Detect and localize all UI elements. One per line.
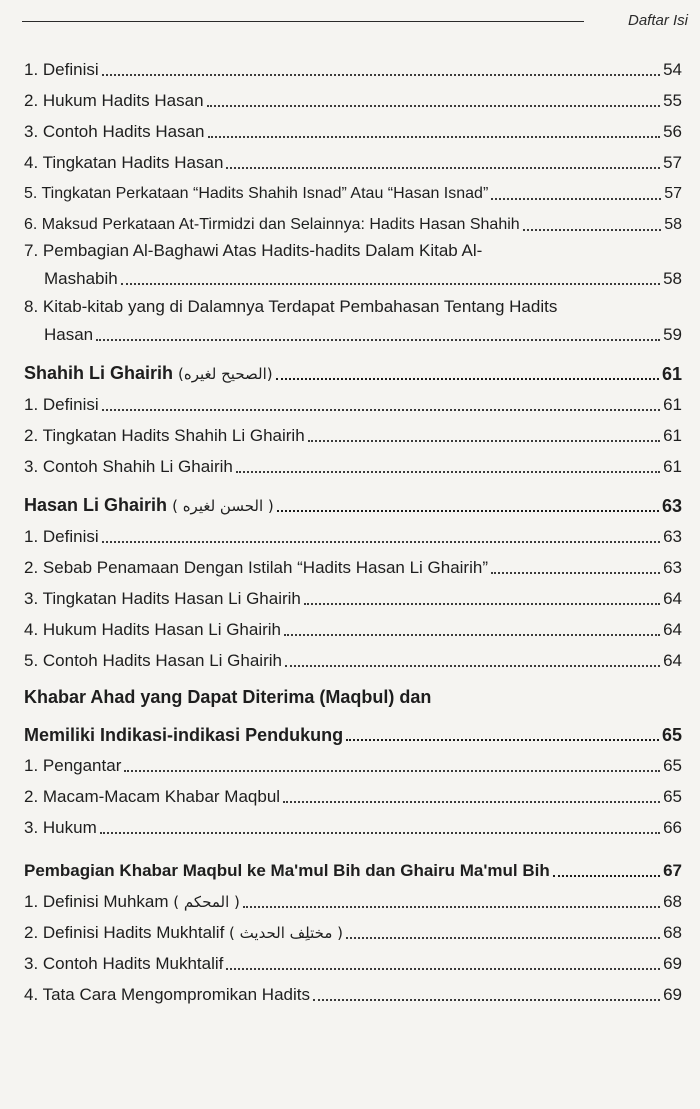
toc-entry-page: 68 [663,892,682,911]
toc-entry-page: 58 [664,216,682,233]
section-heading-page: 61 [661,364,682,384]
toc-entry [24,548,682,579]
section-heading-page: 65 [661,725,682,745]
toc-entry-arabic: ( المحكم ) [173,893,240,911]
toc-entry-arabic: ( مختلِف الحديث ) [229,924,343,942]
dot-leader [491,198,661,200]
toc-entry [24,174,682,205]
toc-entry [24,579,682,610]
toc-entry-page: 64 [663,651,682,670]
dot-leader [304,603,660,605]
dot-leader [102,409,660,411]
toc-entry-title: 2. Sebab Penamaan Dengan Istilah “Hadits Hasan Li Ghairih” [24,558,488,577]
toc-entry-page: 63 [663,527,682,546]
dot-leader [276,378,659,380]
toc-entry-page: 68 [663,923,682,942]
section-heading-text: Hasan Li Ghairih [24,495,168,515]
dot-leader [553,875,660,877]
section-heading-arabic: (الصحيح لغيره) [178,365,273,383]
toc-entry-multiline [24,240,682,290]
dot-leader [207,105,661,107]
dot-leader [285,665,660,667]
toc-entry-title: 3. Tingkatan Hadits Hasan Li Ghairih [24,589,301,608]
toc-entry-line2 [24,262,682,290]
toc-entry-title: 4. Tata Cara Mengompromikan Hadits [24,985,310,1004]
dot-leader [283,801,660,803]
section-gap [24,346,682,354]
dot-leader [121,283,660,285]
section-heading-arabic: ( الحسن لغيره ) [172,497,274,515]
section-heading-text: Shahih Li Ghairih [24,363,174,383]
toc-entry-title: 3. Contoh Hadits Mukhtalif [24,954,224,973]
toc-entry [24,517,682,548]
dot-leader [243,906,660,908]
toc-entry [24,641,682,672]
toc-entry [24,746,682,777]
toc-entry-line2 [24,318,682,346]
toc-entry-title: 2. Hukum Hadits Hasan [24,91,204,110]
toc-entry-page: 65 [663,756,682,775]
dot-leader [96,339,660,341]
toc-entry [24,777,682,808]
section-heading-multiline [24,686,682,746]
dot-leader [313,999,660,1001]
toc-entry-title: 2. Tingkatan Hadits Shahih Li Ghairih [24,426,305,445]
section-heading-line2: Memiliki Indikasi-indikasi Pendukung [24,725,344,745]
dot-leader [236,471,660,473]
toc-entry-page: 66 [663,818,682,837]
dot-leader [277,510,659,512]
toc-entry-title-line2: Hasan [44,325,94,344]
dot-leader [102,74,660,76]
section-heading-title [24,362,273,385]
section-heading [24,354,682,385]
toc-entry [24,913,682,944]
toc-entry-title [24,891,240,913]
toc-entry-title: 1. Definisi [24,527,99,546]
dot-leader [226,968,660,970]
toc-entry-title [24,922,343,944]
dot-leader [102,541,660,543]
toc-entry-title: 5. Contoh Hadits Hasan Li Ghairih [24,651,282,670]
toc-entry-multiline [24,296,682,346]
toc-entry [24,50,682,81]
toc-entry-title: 1. Definisi [24,395,99,414]
section-heading-line1: Khabar Ahad yang Dapat Diterima (Maqbul) dan [24,687,432,707]
toc-entry [24,447,682,478]
toc-entry [24,944,682,975]
page-header [22,6,688,36]
dot-leader [124,770,660,772]
toc-entry [24,610,682,641]
toc-entry-page: 61 [663,426,682,445]
toc-entry [24,143,682,174]
dot-leader [226,167,660,169]
toc-entry-page: 54 [663,60,682,79]
toc-entry-page: 55 [663,91,682,110]
section-heading [24,486,682,517]
toc-entry-page: 65 [663,787,682,806]
toc-entry-title: 4. Hukum Hadits Hasan Li Ghairih [24,620,282,639]
toc-entry-page: 61 [663,395,682,414]
table-of-contents [24,50,682,1006]
section-heading-title: Pembagian Khabar Maqbul ke Ma'mul Bih dan Ghairu Ma'mul Bih [24,861,550,880]
toc-entry-page: 57 [664,185,682,202]
toc-entry-title: 1. Definisi [24,60,99,79]
toc-entry-title-line2: Mashabih [44,269,118,288]
toc-entry-title: 6. Maksud Perkataan At-Tirmidzi dan Selainnya: Hadits Hasan Shahih [24,216,520,233]
section-heading-line2-row [24,716,682,746]
toc-entry-page: 59 [663,325,682,344]
section-gap [24,839,682,851]
section-heading [24,851,682,882]
toc-entry [24,416,682,447]
toc-entry-page: 69 [663,954,682,973]
toc-entry-page: 57 [663,153,682,172]
section-heading-page: 63 [661,496,682,516]
toc-entry-title: 3. Contoh Shahih Li Ghairih [24,457,233,476]
toc-entry-page: 56 [663,122,682,141]
running-head: Daftar Isi [627,12,688,29]
dot-leader [523,229,662,231]
toc-entry [24,112,682,143]
toc-entry [24,808,682,839]
toc-entry-page: 64 [663,620,682,639]
section-gap [24,672,682,686]
dot-leader [100,832,660,834]
toc-entry [24,81,682,112]
toc-entry-page: 58 [663,269,682,288]
section-heading-page: 67 [663,861,682,880]
dot-leader [308,440,660,442]
toc-entry-title: 1. Pengantar [24,756,122,775]
dot-leader [346,937,660,939]
dot-leader [208,136,661,138]
toc-entry-text: 2. Definisi Hadits Mukhtalif [24,923,225,942]
dot-leader [284,634,660,636]
toc-entry-page: 61 [663,457,682,476]
toc-entry-title-line1: 7. Pembagian Al-Baghawi Atas Hadits-hadits Dalam Kitab Al- [24,241,483,260]
toc-entry [24,205,682,236]
toc-entry-title: 2. Macam-Macam Khabar Maqbul [24,787,281,806]
section-gap [24,478,682,486]
dot-leader [491,572,660,574]
header-rule [22,21,584,22]
section-heading-title [24,494,274,517]
toc-entry-title: 3. Hukum [24,818,97,837]
toc-entry-title: 5. Tingkatan Perkataan “Hadits Shahih Isnad” Atau “Hasan Isnad” [24,185,489,202]
toc-entry-page: 63 [663,558,682,577]
toc-entry [24,882,682,913]
dot-leader [346,739,659,741]
toc-entry-title: 4. Tingkatan Hadits Hasan [24,153,224,172]
toc-entry-page: 64 [663,589,682,608]
toc-entry-title: 3. Contoh Hadits Hasan [24,122,205,141]
toc-entry-title-line1: 8. Kitab-kitab yang di Dalamnya Terdapat Pembahasan Tentang Hadits [24,297,558,316]
toc-entry-text: 1. Definisi Muhkam [24,892,169,911]
toc-entry [24,385,682,416]
toc-entry [24,975,682,1006]
toc-entry-page: 69 [663,985,682,1004]
